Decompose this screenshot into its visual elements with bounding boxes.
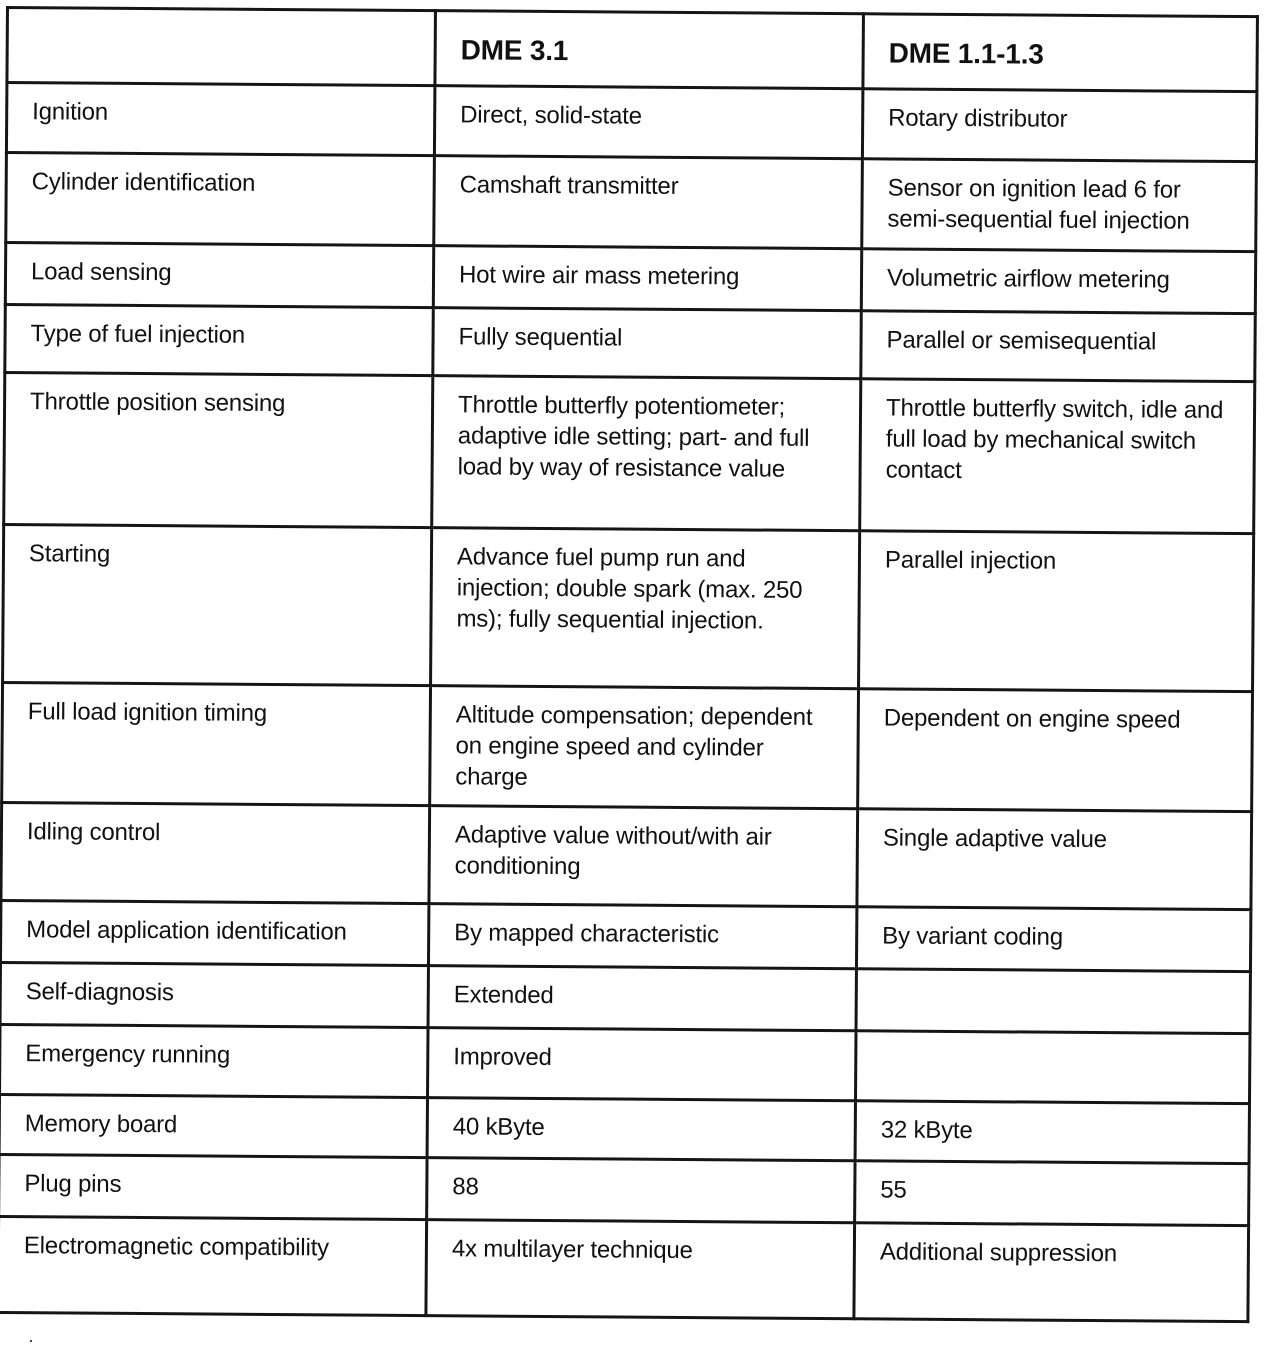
dme-1-1-1-3-value-cell: 55 [855, 1161, 1249, 1226]
dme-3-1-value-cell: Throttle butterfly potentiometer; adaptive idle setting; part- and full load by way of resistance value [432, 376, 861, 531]
table-row [0, 1154, 1249, 1225]
header-dme-3-1: DME 3.1 [435, 11, 864, 89]
dme-1-1-1-3-value-cell [856, 969, 1250, 1034]
feature-label-cell: Type of fuel injection [5, 305, 433, 376]
feature-label-cell: Idling control [1, 802, 430, 903]
dme-1-1-1-3-value-cell: Dependent on engine speed [858, 689, 1253, 812]
dme-1-1-1-3-value-cell: By variant coding [856, 907, 1250, 972]
feature-label-cell: Cylinder identification [6, 153, 435, 246]
dme-1-1-1-3-value-cell [855, 1031, 1250, 1104]
dme-1-1-1-3-value-cell: Parallel or semisequential [861, 311, 1255, 382]
table-row [4, 373, 1255, 534]
header-corner-cell [7, 8, 436, 86]
feature-label-cell: Throttle position sensing [4, 373, 433, 528]
comparison-document [0, 6, 1256, 1323]
table-row [2, 682, 1253, 811]
dme-1-1-1-3-value-cell: Volumetric airflow metering [861, 249, 1255, 314]
dme-3-1-value-cell: By mapped characteristic [428, 904, 856, 969]
dme-3-1-value-cell: 40 kByte [427, 1098, 855, 1161]
feature-label-cell: Model application identification [0, 900, 428, 965]
dme-3-1-value-cell: Camshaft transmitter [434, 156, 863, 249]
feature-label-cell: Full load ignition timing [2, 682, 431, 805]
table-row [3, 524, 1254, 691]
feature-label-cell: Ignition [6, 83, 435, 156]
feature-label-cell: Electromagnetic compatibility [0, 1216, 427, 1315]
feature-label-cell: Self-diagnosis [0, 962, 428, 1027]
feature-label-cell: Starting [3, 524, 432, 685]
table-body [0, 83, 1257, 1322]
table-row [5, 243, 1255, 314]
dme-3-1-value-cell: Hot wire air mass metering [433, 246, 861, 311]
feature-label-cell: Plug pins [0, 1154, 427, 1219]
dme-1-1-1-3-value-cell: Rotary distributor [862, 89, 1257, 162]
feature-label-cell: Emergency running [0, 1024, 428, 1097]
speck-mark [30, 1340, 32, 1342]
dme-3-1-value-cell: Adaptive value without/with air conditioning [429, 806, 858, 907]
dme-1-1-1-3-value-cell: 32 kByte [855, 1101, 1249, 1164]
dme-3-1-value-cell: Fully sequential [433, 308, 861, 379]
dme-3-1-value-cell: Direct, solid-state [434, 86, 863, 159]
dme-3-1-value-cell: 4x multilayer technique [426, 1220, 855, 1319]
header-row [7, 8, 1258, 92]
table-row [6, 153, 1257, 252]
feature-label-cell: Memory board [0, 1094, 428, 1157]
table-row [0, 1216, 1249, 1321]
dme-1-1-1-3-value-cell: Throttle butterfly switch, idle and full load by mechanical switch contact [860, 379, 1255, 534]
dme-1-1-1-3-value-cell: Single adaptive value [857, 809, 1252, 910]
table-row [0, 1094, 1249, 1163]
dme-3-1-value-cell: Advance fuel pump run and injection; double spark (max. 250 ms); fully sequential injection. [431, 528, 860, 689]
table-row [0, 1024, 1250, 1103]
feature-label-cell: Load sensing [5, 243, 433, 308]
dme-3-1-value-cell: Altitude compensation; dependent on engine speed and cylinder charge [430, 686, 859, 809]
dme-1-1-1-3-value-cell: Parallel injection [859, 531, 1254, 692]
dme-3-1-value-cell: 88 [427, 1158, 855, 1223]
dme-3-1-value-cell: Improved [428, 1028, 857, 1101]
table-row [0, 962, 1250, 1033]
table-row [1, 802, 1252, 909]
dme-3-1-value-cell: Extended [428, 966, 856, 1031]
dme-1-1-1-3-value-cell: Additional suppression [854, 1223, 1249, 1322]
table-row [5, 305, 1255, 382]
dme-comparison-table [0, 6, 1259, 1323]
table-row [6, 83, 1256, 162]
dme-1-1-1-3-value-cell: Sensor on ignition lead 6 for semi-sequential fuel injection [862, 159, 1257, 252]
table-row [0, 900, 1250, 971]
header-dme-1-1-1-3: DME 1.1-1.3 [863, 14, 1258, 92]
